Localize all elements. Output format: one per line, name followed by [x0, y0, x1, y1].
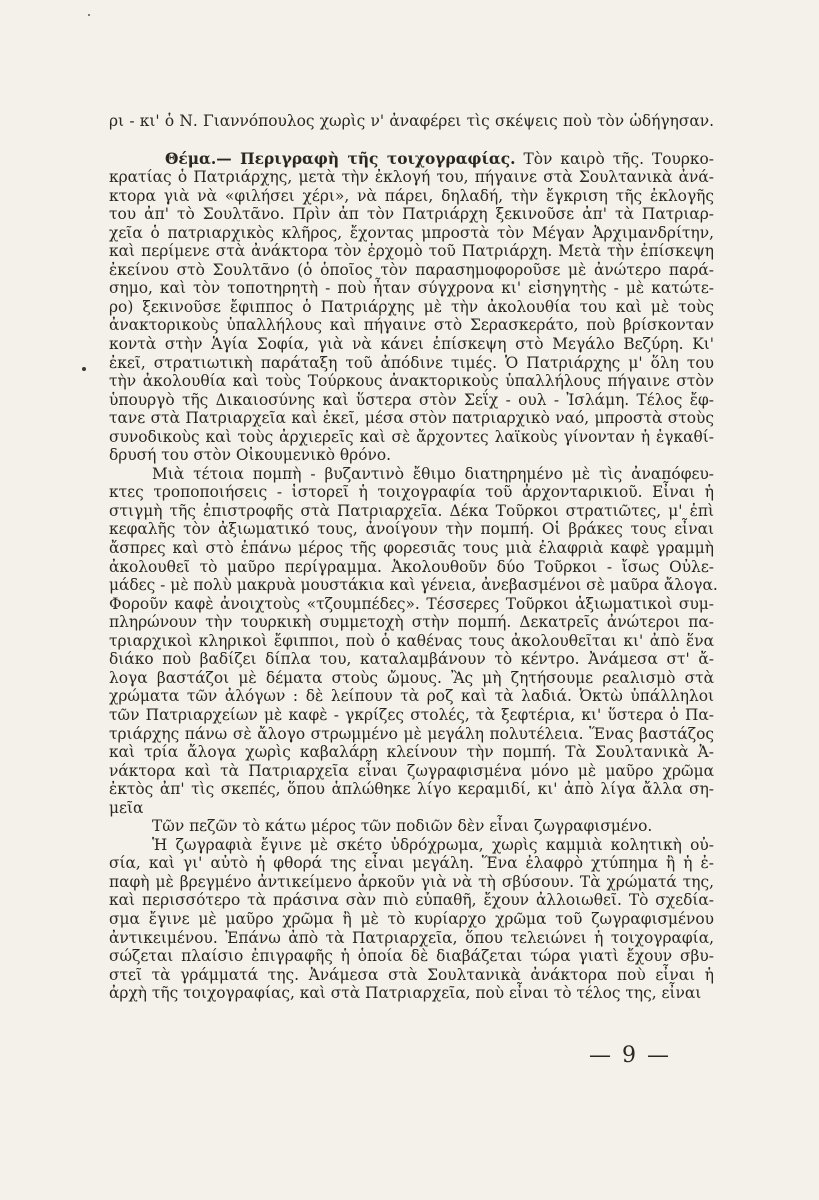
text-line: ἀντικειμένου. Ἐπάνω ἀπὸ τὰ Πατριαρχεῖα, ὅπου τελειώνει ἡ τοιχογραφία,	[109, 928, 714, 947]
paragraph-4	[109, 836, 714, 1003]
text-line: κεφαλῆς τὸν ἀξιωματικό τους, ἀνοίγουν τὴν πομπή. Οἱ βράκες τους εἶναι	[109, 520, 714, 539]
text-line: κοντὰ στὴν Ἁγία Σοφία, γιὰ νὰ κάνει ἐπίσκεψη στὸ Μεγάλο Βεζύρη. Κι'	[109, 335, 714, 354]
text-line: σία, καὶ γι' αὐτὸ ἡ φθορά της εἶναι μεγάλη. Ἕνα ἐλαφρὸ χτύπημα ἢ ἡ ἐ-	[109, 854, 714, 873]
text-line: χρώματα τῶν ἀλόγων : δὲ λείπουν τὰ ροζ καὶ τὰ λαδιά. Ὀκτὼ ὑπάλληλοι	[109, 687, 714, 706]
text-line: Φοροῦν καφὲ ἀνοιχτοὺς «τζουμπέδες». Τέσσερες Τοῦρκοι ἀξιωματικοὶ συμ-	[109, 594, 714, 613]
text-line: ἀνακτορικοὺς ὑπαλλήλους καὶ πήγαινε στὸ Σερασκεράτο, ποὺ βρίσκονταν	[109, 316, 714, 335]
text-line: σημο, καὶ τὸν τοποτηρητὴ - ποὺ ἦταν σύγχρονα κι' εἰσηγητὴς - μὲ κατώτε-	[109, 279, 714, 298]
text-line: ἀρχὴ τῆς τοιχογραφίας, καὶ στὰ Πατριαρχεῖα, ποὺ εἶναι τὸ τέλος της, εἶναι	[109, 984, 702, 1003]
text-line: καὶ περισσότερο τὰ πράσινα σὰν πιὸ εὐπαθῆ, ἔχουν ἀλλοιωθεῖ. Τὸ σχεδία-	[109, 891, 714, 910]
top-line: ρι - κι' ὁ Ν. Γιαννόπουλος χωρὶς ν' ἀναφέρει τὶς σκέψεις ποὺ τὸν ὡδήγησαν.	[109, 112, 714, 130]
text-line: κτορα γιὰ νὰ «φιλήσει χέρι», νὰ πάρει, δηλαδή, τὴν ἔγκριση τῆς ἐκλογῆς	[109, 186, 714, 205]
text-line: τριάρχης πάνω σὲ ἄλογο στρωμμένο μὲ μεγάλη πολυτέλεια. Ἕνας βαστάζος	[109, 724, 714, 743]
heading-line	[109, 150, 714, 169]
text-line: ἐκτὸς ἀπ' τὶς σκεπές, ὅπου ἁπλώθηκε λίγο κεραμιδί, κι' ἀπὸ λίγα ἄλλα ση-	[109, 780, 714, 799]
text-line: ἀκολουθεῖ τὸ μαῦρο περίγραμμα. Ἀκολουθοῦν δύο Τοῦρκοι - ἴσως Οὐλε-	[109, 557, 714, 576]
text-line: Μιὰ τέτοια πομπὴ - βυζαντινὸ ἔθιμο διατηρημένο μὲ τὶς ἀναπόφευ-	[152, 464, 714, 483]
text-line: λογα βαστάζοι μὲ δέματα στοὺς ὤμους. Ἂς μὴ ζητήσουμε ρεαλισμὸ στὰ	[109, 668, 714, 687]
text-line: μάδες - μὲ πολὺ μακρυὰ μουστάκια καὶ γένεια, ἀνεβασμένοι σὲ μαῦρα ἄλογα.	[109, 576, 718, 595]
page-number: — 9 —	[589, 1043, 671, 1068]
text-line: του ἀπ' τὸ Σουλτᾶνο. Πρὶν ἀπ τὸν Πατριάρχη ξεκινοῦσε ἀπ' τὰ Πατριαρ-	[109, 205, 714, 224]
text-line: μεῖα	[109, 798, 144, 817]
text-line: πληρώνουν τὴν τουρκικὴ συμμετοχὴ στὴν πομπή. Δεκατρεῖς ἀνώτεροι πα-	[109, 613, 714, 632]
paragraph-1	[109, 168, 714, 465]
text-line: τριαρχικοὶ κληρικοὶ ἔφιπποι, ποὺ ὁ καθένας τους ἀκολουθεῖται κι' ἀπὸ ἕνα	[109, 631, 714, 650]
text-line: κρατίας ὁ Πατριάρχης, μετὰ τὴν ἐκλογή του, πήγαινε στὰ Σουλτανικὰ ἀνά-	[109, 168, 714, 187]
text-line: στεῖ τὰ γράμματά της. Ἀνάμεσα στὰ Σουλτανικὰ ἀνάκτορα ποὺ εἶναι ἡ	[109, 965, 714, 984]
body-text	[109, 112, 718, 1003]
text-line: συνοδικοὺς καὶ τοὺς ἀρχιερεῖς καὶ σὲ ἄρχοντες λαϊκοὺς γίνονταν ἡ ἐγκαθί-	[109, 427, 714, 446]
paragraph-gap	[109, 131, 714, 150]
text-line: καὶ περίμενε στὰ ἀνάκτορα τὸν ἐρχομὸ τοῦ Πατριάρχη. Μετὰ τὴν ἐπίσκεψη	[109, 242, 714, 261]
text-line: ἐκείνου στὸ Σουλτᾶνο (ὁ ὁποῖος τὸν παρασημοφοροῦσε μὲ ἀνώτερο παρά-	[109, 260, 714, 279]
text-line: τὴν ἀκολουθία καὶ τοὺς Τούρκους ἀνακτορικοὺς ὑπαλλήλους πήγαινε στὸν	[109, 372, 714, 391]
text-line: σώζεται πλαίσιο ἐπιγραφῆς ἡ ὁποία δὲ διαβάζεται τώρα γιατὶ ἔχουν σβυ-	[109, 947, 714, 966]
text-line: Ἡ ζωγραφιὰ ἔγινε μὲ σκέτο ὑδρόχρωμα, χωρὶς καμμιὰ κολητικὴ οὐ-	[152, 835, 714, 854]
text-line: στιγμὴ τῆς ἐπιστροφῆς στὰ Πατριαρχεῖα. Δέκα Τοῦρκοι στρατιῶτες, μ' ἐπὶ	[109, 501, 714, 520]
text-line: ὑπουργὸ τῆς Δικαιοσύνης καὶ ὕστερα στὸν Σεΐχ - ουλ - Ἰσλάμη. Τέλος ἔφ-	[109, 390, 714, 409]
text-line: τανε στὰ Πατριαρχεῖα καὶ ἐκεῖ, μέσα στὸν πατριαρχικὸ ναό, μπροστὰ στοὺς	[109, 409, 714, 428]
paragraph-2	[109, 464, 718, 817]
text-line: κτες τροποποιήσεις - ἱστορεῖ ἡ τοιχογραφία τοῦ ἀρχονταρικιοῦ. Εἶναι ἡ	[109, 483, 714, 502]
text-line: παφὴ μὲ βρεγμένο ἀντικείμενο ἀρκοῦν γιὰ νὰ τὴ σβύσουν. Τὰ χρώματά της,	[109, 872, 714, 891]
paragraph-3: Τῶν πεζῶν τὸ κάτω μέρος τῶν ποδιῶν δὲν εἶναι ζωγραφισμένο.	[152, 817, 653, 836]
text-line: καὶ τρία ἄλογα χωρὶς καβαλάρη κλείνουν τὴν πομπή. Τὰ Σουλτανικὰ Ἀ-	[109, 743, 714, 762]
margin-dot	[82, 367, 86, 371]
text-line: ρο) ξεκινοῦσε ἔφιππος ὁ Πατριάρχης μὲ τὴν ἀκολουθία του καὶ μὲ τοὺς	[109, 297, 714, 316]
text-line: τῶν Πατριαρχείων μὲ καφὲ - γκρίζες στολές, τὰ ξεφτέρια, κι' ὕστερα ὁ Πα-	[109, 705, 714, 724]
text-line: διάκο ποὺ βαδίζει δίπλα του, καταλαμβάνουν τὸ κέντρο. Ἀνάμεσα στ' ἄ-	[109, 650, 714, 669]
text-line: ἄσπρες καὶ στὸ ἐπάνω μέρος τῆς φορεσιᾶς τους μιὰ ἐλαφριὰ καφὲ γραμμὴ	[109, 539, 714, 558]
heading-line-rest: Τὸν καιρὸ τῆς. Τουρκο-	[515, 149, 714, 168]
text-line: χεῖα ὁ πατριαρχικὸς κλῆρος, ἔχοντας μπροστὰ τὸν Μέγαν Ἀρχιμανδρίτην,	[109, 223, 714, 242]
text-line: σμα ἔγινε μὲ μαῦρο χρῶμα ἢ μὲ τὸ κυρίαρχο χρῶμα τοῦ ζωγραφισμένου	[109, 909, 714, 928]
text-line: νάκτορα καὶ τὰ Πατριαρχεῖα εἶναι ζωγραφισμένα μόνο μὲ μαῦρο χρῶμα	[109, 761, 714, 780]
section-heading: Θέμα.— Περιγραφὴ τῆς τοιχογραφίας.	[165, 149, 516, 168]
text-line: δρυσή του στὸν Οἰκουμενικὸ θρόνο.	[109, 446, 391, 465]
text-line: ἐκεῖ, στρατιωτικὴ παράταξη τοῦ ἀπόδινε τιμές. Ὁ Πατριάρχης μ' ὅλη του	[109, 353, 714, 372]
ink-speck	[88, 14, 90, 16]
